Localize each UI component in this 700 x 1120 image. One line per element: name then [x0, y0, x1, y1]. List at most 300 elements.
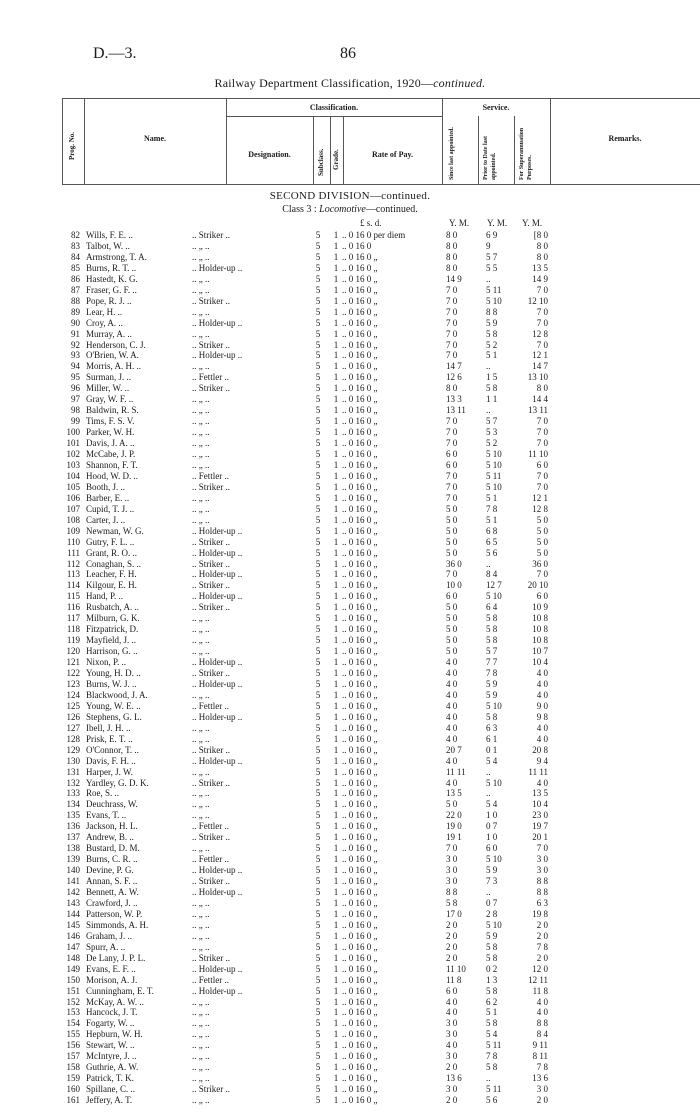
cell-pay: .. 0 16 0 „ — [342, 416, 378, 427]
cell-since: 5 8 — [446, 897, 458, 908]
cell-gr: 1 — [333, 328, 339, 339]
cell-super: 8 11 — [532, 1051, 548, 1062]
class-heading-suffix: —continued. — [365, 204, 418, 215]
cell-no: 131 — [66, 766, 80, 777]
cell-des: .. „ .. — [192, 416, 210, 427]
cell-since: 7 0 — [446, 569, 458, 580]
cell-since: 12 6 — [446, 372, 462, 383]
cell-no: 92 — [71, 339, 80, 350]
cell-gr: 1 — [333, 1007, 339, 1018]
cell-des: .. Holder-up .. — [192, 569, 243, 580]
cell-gr: 1 — [333, 689, 339, 700]
cell-des: .. „ .. — [192, 306, 210, 317]
cell-name: Milburn, G. K. — [86, 613, 140, 624]
cell-no: 89 — [71, 306, 80, 317]
cell-pay: .. 0 16 0 „ — [342, 591, 378, 602]
cell-sub: 5 — [315, 602, 321, 613]
cell-no: 154 — [66, 1018, 80, 1029]
table-row — [0, 1073, 700, 1084]
cell-gr: 1 — [333, 613, 339, 624]
cell-name: McIntyre, J. .. — [86, 1051, 137, 1062]
cell-pay: .. 0 16 0 „ — [342, 646, 378, 657]
table-row — [0, 427, 700, 438]
cell-super: 7 8 — [536, 941, 548, 952]
cell-name: Murray, A. .. — [86, 328, 132, 339]
cell-since: 13 11 — [446, 405, 466, 416]
cell-des: .. Fettler .. — [192, 700, 229, 711]
cell-sub: 5 — [315, 678, 321, 689]
cell-sub: 5 — [315, 394, 321, 405]
cell-gr: 1 — [333, 1095, 339, 1106]
cell-gr: 1 — [333, 230, 339, 240]
cell-pay: .. 0 16 0 „ — [342, 919, 378, 930]
cell-sub: 5 — [315, 952, 321, 963]
table-row — [0, 482, 700, 493]
cell-prior: 0 1 — [486, 744, 498, 755]
table-row — [0, 986, 700, 997]
cell-prior: 5 11 — [486, 1040, 502, 1051]
cell-super: 11 8 — [532, 985, 548, 996]
cell-gr: 1 — [333, 985, 339, 996]
cell-gr: 1 — [333, 974, 339, 985]
cell-gr: 1 — [333, 372, 339, 383]
cell-des: .. „ .. — [192, 449, 210, 459]
pay-units: £ s. d. — [360, 218, 382, 228]
table-row — [0, 504, 700, 515]
cell-since: 8 0 — [446, 262, 458, 273]
cell-no: 145 — [66, 919, 80, 930]
cell-no: 161 — [66, 1095, 80, 1106]
cell-gr: 1 — [333, 503, 339, 514]
cell-pay: .. 0 16 0 „ — [342, 383, 378, 394]
cell-gr: 1 — [333, 777, 339, 788]
cell-gr: 1 — [333, 799, 339, 810]
cell-gr: 1 — [333, 492, 339, 503]
cell-sub: 5 — [315, 284, 321, 295]
cell-prior: 0 7 — [486, 821, 498, 832]
cell-pay: .. 0 16 0 „ — [342, 602, 378, 613]
cell-des: .. „ .. — [192, 1095, 210, 1106]
table-row — [0, 613, 700, 624]
cell-prior: 6 1 — [486, 733, 498, 744]
cell-super: 5 0 — [536, 525, 548, 536]
cell-sub: 5 — [315, 1095, 321, 1106]
cell-prior: 5 3 — [486, 427, 498, 438]
cell-des: .. „ .. — [192, 361, 210, 372]
cell-no: 158 — [66, 1062, 80, 1073]
service-header: Service. — [482, 103, 510, 112]
cell-name: Wills, F. E. .. — [86, 230, 133, 240]
cell-gr: 1 — [333, 788, 339, 799]
cell-no: 102 — [66, 449, 80, 459]
cell-gr: 1 — [333, 591, 339, 602]
cell-pay: .. 0 16 0 „ — [342, 952, 378, 963]
cell-des: .. „ .. — [192, 503, 210, 514]
cell-pay: .. 0 16 0 „ — [342, 678, 378, 689]
cell-sub: 5 — [315, 876, 321, 887]
cell-since: 5 0 — [446, 799, 458, 810]
cell-prior: 12 7 — [486, 580, 502, 591]
running-title-main: Railway Department Classification, 1920— — [214, 76, 434, 90]
cell-des: .. „ .. — [192, 405, 210, 416]
cell-since: 8 0 — [446, 251, 458, 262]
cell-no: 97 — [71, 394, 80, 405]
cell-des: .. Fettler .. — [192, 974, 229, 985]
table-row — [0, 307, 700, 318]
cell-des: .. „ .. — [192, 1018, 210, 1029]
cell-gr: 1 — [333, 1051, 339, 1062]
cell-sub: 5 — [315, 1084, 321, 1095]
cell-super: 5 0 — [536, 547, 548, 558]
table-row — [0, 350, 700, 361]
table-row — [0, 854, 700, 865]
cell-sub: 5 — [315, 711, 321, 722]
cell-gr: 1 — [333, 711, 339, 722]
cell-sub: 5 — [315, 536, 321, 547]
cell-sub: 5 — [315, 919, 321, 930]
cell-gr: 1 — [333, 897, 339, 908]
table-row — [0, 383, 700, 394]
cell-no: 146 — [66, 930, 80, 941]
cell-pay: .. 0 16 0 „ — [342, 558, 378, 569]
cell-since: 7 0 — [446, 339, 458, 350]
cell-since: 19 0 — [446, 821, 462, 832]
cell-super: 10 7 — [532, 646, 548, 657]
cell-gr: 1 — [333, 394, 339, 405]
cell-no: 147 — [66, 941, 80, 952]
table-row — [0, 865, 700, 876]
cell-no: 107 — [66, 503, 80, 514]
cell-sub: 5 — [315, 854, 321, 865]
cell-prior: 6 5 — [486, 536, 498, 547]
cell-since: 4 0 — [446, 700, 458, 711]
cell-name: Cunningham, E. T. — [86, 985, 154, 996]
table-row — [0, 734, 700, 745]
cell-prior: 5 1 — [486, 350, 498, 361]
cell-super: 3 0 — [536, 854, 548, 865]
cell-since: 7 0 — [446, 843, 458, 854]
cell-prior: 5 10 — [486, 591, 502, 602]
cell-no: 88 — [71, 295, 80, 306]
cell-name: Gray, W. F. .. — [86, 394, 134, 405]
cell-super: 5 0 — [536, 536, 548, 547]
table-row — [0, 909, 700, 920]
cell-since: 4 0 — [446, 996, 458, 1007]
cell-gr: 1 — [333, 766, 339, 777]
cell-gr: 1 — [333, 941, 339, 952]
cell-sub: 5 — [315, 657, 321, 668]
cell-super: 19 7 — [532, 821, 548, 832]
cell-pay: .. 0 16 0 „ — [342, 821, 378, 832]
cell-since: 4 0 — [446, 755, 458, 766]
cell-since: 7 0 — [446, 328, 458, 339]
cell-name: Nixon, P. .. — [86, 657, 127, 668]
cell-super: 7 0 — [536, 339, 548, 350]
cell-sub: 5 — [315, 569, 321, 580]
cell-sub: 5 — [315, 372, 321, 383]
cell-name: Prisk, E. T. .. — [86, 733, 133, 744]
cell-name: Stephens, G. L. — [86, 711, 142, 722]
cell-pay: .. 0 16 0 „ — [342, 788, 378, 799]
cell-prior: 5 11 — [486, 470, 502, 481]
cell-no: 120 — [66, 646, 80, 657]
cell-super: 2 0 — [536, 919, 548, 930]
cell-prior: 5 9 — [486, 930, 498, 941]
cell-no: 95 — [71, 372, 80, 383]
table-row — [0, 679, 700, 690]
cell-sub: 5 — [315, 251, 321, 262]
cell-no: 101 — [66, 438, 80, 449]
cell-since: 7 0 — [446, 427, 458, 438]
cell-no: 103 — [66, 459, 80, 470]
cell-pay: .. 0 16 0 „ — [342, 514, 378, 525]
cell-pay: .. 0 16 0 „ — [342, 777, 378, 788]
cell-since: 14 9 — [446, 273, 462, 284]
cell-no: 83 — [71, 240, 80, 251]
cell-pay: .. 0 16 0 „ — [342, 908, 378, 919]
cell-pay: .. 0 16 0 „ — [342, 657, 378, 668]
cell-sub: 5 — [315, 449, 321, 459]
cell-super: 13 11 — [528, 405, 548, 416]
cell-prior: 5 9 — [486, 865, 498, 876]
table-row — [0, 405, 700, 416]
cell-sub: 5 — [315, 799, 321, 810]
cell-gr: 1 — [333, 646, 339, 657]
table-row — [0, 471, 700, 482]
cell-gr: 1 — [333, 744, 339, 755]
table-row — [0, 252, 700, 263]
cell-pay: .. 0 16 0 „ — [342, 1029, 378, 1040]
cell-prior: 8 8 — [486, 306, 498, 317]
cell-des: .. „ .. — [192, 427, 210, 438]
cell-prior: 5 10 — [486, 700, 502, 711]
cell-no: 100 — [66, 427, 80, 438]
cell-super: 7 0 — [536, 306, 548, 317]
cell-no: 111 — [67, 547, 80, 558]
cell-prior: 7 3 — [486, 876, 498, 887]
cell-sub: 5 — [315, 963, 321, 974]
cell-no: 119 — [66, 635, 80, 646]
cell-gr: 1 — [333, 624, 339, 635]
cell-pay: .. 0 16 0 „ — [342, 930, 378, 941]
cell-sub: 5 — [315, 547, 321, 558]
cell-des: .. Striker .. — [192, 832, 230, 843]
cell-des: .. „ .. — [192, 492, 210, 503]
cell-des: .. „ .. — [192, 273, 210, 284]
cell-name: Simmonds, A. H. — [86, 919, 149, 930]
cell-super: 14 9 — [532, 273, 548, 284]
table-row — [0, 493, 700, 504]
cell-since: 4 0 — [446, 722, 458, 733]
cell-name: Harper, J. W. — [86, 766, 133, 777]
cell-gr: 1 — [333, 580, 339, 591]
cell-des: .. Striker .. — [192, 558, 230, 569]
cell-since: 6 0 — [446, 459, 458, 470]
cell-super: 7 0 — [536, 843, 548, 854]
table-row — [0, 274, 700, 285]
cell-name: Bustard, D. M. — [86, 843, 140, 854]
cell-gr: 1 — [333, 361, 339, 372]
cell-sub: 5 — [315, 1040, 321, 1051]
cell-since: 3 0 — [446, 1029, 458, 1040]
cell-pay: .. 0 16 0 „ — [342, 635, 378, 646]
cell-sub: 5 — [315, 887, 321, 897]
table-row — [0, 745, 700, 756]
cell-pay: .. 0 16 0 „ — [342, 941, 378, 952]
cell-no: 108 — [66, 514, 80, 525]
cell-since: 5 0 — [446, 525, 458, 536]
cell-super: 7 0 — [536, 438, 548, 449]
cell-sub: 5 — [315, 230, 321, 240]
cell-sub: 5 — [315, 1073, 321, 1084]
cell-prior: 7 8 — [486, 503, 498, 514]
cell-pay: .. 0 16 0 „ — [342, 865, 378, 876]
cell-gr: 1 — [333, 952, 339, 963]
cell-sub: 5 — [315, 558, 321, 569]
cell-sub: 5 — [315, 996, 321, 1007]
table-row — [0, 394, 700, 405]
cell-since: 2 0 — [446, 930, 458, 941]
cell-pay: .. 0 16 0 „ — [342, 405, 378, 416]
cell-prior: 0 7 — [486, 897, 498, 908]
cell-gr: 1 — [333, 262, 339, 273]
cell-name: Deuchrass, W. — [86, 799, 138, 810]
cell-no: 152 — [66, 996, 80, 1007]
cell-name: Hepburn, W. H. — [86, 1029, 143, 1040]
cell-pay: .. 0 16 0 „ — [342, 711, 378, 722]
cell-since: 4 0 — [446, 678, 458, 689]
cell-prior: 5 4 — [486, 755, 498, 766]
cell-super: 3 0 — [536, 865, 548, 876]
cell-des: .. „ .. — [192, 788, 210, 799]
cell-name: Devine, P. G. — [86, 865, 134, 876]
cell-super: 6 3 — [536, 897, 548, 908]
cell-name: Andrew, B. .. — [86, 832, 134, 843]
table-row — [0, 559, 700, 570]
cell-pay: .. 0 16 0 „ — [342, 492, 378, 503]
cell-sub: 5 — [315, 405, 321, 416]
cell-no: 118 — [66, 624, 80, 635]
class-heading-italic: Locomotive — [319, 204, 366, 215]
cell-des: .. Holder-up .. — [192, 657, 243, 668]
cell-super: 7 0 — [536, 569, 548, 580]
cell-no: 151 — [66, 985, 80, 996]
cell-des: .. Holder-up .. — [192, 963, 243, 974]
cell-super: 13 6 — [532, 1073, 548, 1084]
cell-sub: 5 — [315, 240, 321, 251]
cell-pay: .. 0 16 0 „ — [342, 876, 378, 887]
cell-name: McKay, A. W. .. — [86, 996, 144, 1007]
cell-prior: 8 4 — [486, 569, 498, 580]
prog-no-header: Prog. No. — [68, 131, 76, 160]
table-row — [0, 624, 700, 635]
cell-sub: 5 — [315, 1018, 321, 1029]
cell-since: 8 0 — [446, 383, 458, 394]
designation-header: Designation. — [248, 150, 291, 159]
cell-des: .. Fettler .. — [192, 854, 229, 865]
cell-gr: 1 — [333, 514, 339, 525]
cell-since: 7 0 — [446, 438, 458, 449]
cell-pay: .. 0 16 0 „ — [342, 470, 378, 481]
cell-pay: .. 0 16 0 „ — [342, 799, 378, 810]
cell-sub: 5 — [315, 908, 321, 919]
cell-name: Rusbatch, A. .. — [86, 602, 139, 613]
cell-no: 117 — [66, 613, 80, 624]
cell-super: 13 5 — [532, 788, 548, 799]
cell-name: Roe, S. .. — [86, 788, 120, 799]
cell-super: 10 8 — [532, 624, 548, 635]
cell-des: .. Holder-up .. — [192, 317, 243, 328]
cell-super: 20 1 — [532, 832, 548, 843]
cell-prior: 5 10 — [486, 854, 502, 865]
cell-des: .. Holder-up .. — [192, 525, 243, 536]
cell-pay: .. 0 16 0 „ — [342, 887, 378, 897]
cell-super: 7 0 — [536, 284, 548, 295]
cell-des: .. Holder-up .. — [192, 547, 243, 558]
cell-name: O'Connor, T. .. — [86, 744, 139, 755]
table-row — [0, 668, 700, 679]
cell-pay: .. 0 16 0 „ — [342, 580, 378, 591]
cell-sub: 5 — [315, 700, 321, 711]
cell-sub: 5 — [315, 503, 321, 514]
cell-name: Croy, A. .. — [86, 317, 123, 328]
cell-since: 6 0 — [446, 985, 458, 996]
cell-des: .. „ .. — [192, 459, 210, 470]
table-row — [0, 898, 700, 909]
cell-super: 8 8 — [536, 876, 548, 887]
cell-des: .. „ .. — [192, 689, 210, 700]
cell-since: 7 0 — [446, 306, 458, 317]
cell-prior: 5 1 — [486, 492, 498, 503]
cell-des: .. „ .. — [192, 240, 210, 251]
cell-since: 4 0 — [446, 689, 458, 700]
cell-gr: 1 — [333, 569, 339, 580]
cell-super: 4 0 — [536, 777, 548, 788]
cell-prior: 5 1 — [486, 1007, 498, 1018]
cell-since: 13 3 — [446, 394, 462, 405]
prior-to-date-header: Prior to Date last appointed. — [483, 135, 497, 180]
cell-des: .. Striker .. — [192, 668, 230, 678]
cell-sub: 5 — [315, 350, 321, 361]
cell-no: 132 — [66, 777, 80, 788]
cell-pay: .. 0 16 0 „ — [342, 273, 378, 284]
cell-prior: 5 8 — [486, 613, 498, 624]
cell-prior: .. — [486, 558, 491, 569]
cell-prior: .. — [486, 887, 491, 897]
cell-since: 4 0 — [446, 1040, 458, 1051]
cell-gr: 1 — [333, 810, 339, 821]
table-row — [0, 372, 700, 383]
cell-name: Patterson, W. P. — [86, 908, 143, 919]
cell-gr: 1 — [333, 1018, 339, 1029]
cell-since: 11 10 — [446, 963, 466, 974]
cell-super: 10 8 — [532, 635, 548, 646]
cell-since: 14 7 — [446, 361, 462, 372]
cell-sub: 5 — [315, 766, 321, 777]
cell-no: 143 — [66, 897, 80, 908]
cell-des: .. „ .. — [192, 635, 210, 646]
table-row — [0, 646, 700, 657]
table-row — [0, 460, 700, 471]
cell-pay: .. 0 16 0 „ — [342, 897, 378, 908]
cell-des: .. Striker .. — [192, 744, 230, 755]
cell-gr: 1 — [333, 843, 339, 854]
cell-no: 90 — [71, 317, 80, 328]
cell-no: 112 — [66, 558, 80, 569]
cell-super: 4 0 — [536, 668, 548, 678]
cell-no: 135 — [66, 810, 80, 821]
cell-super: 10 9 — [532, 602, 548, 613]
